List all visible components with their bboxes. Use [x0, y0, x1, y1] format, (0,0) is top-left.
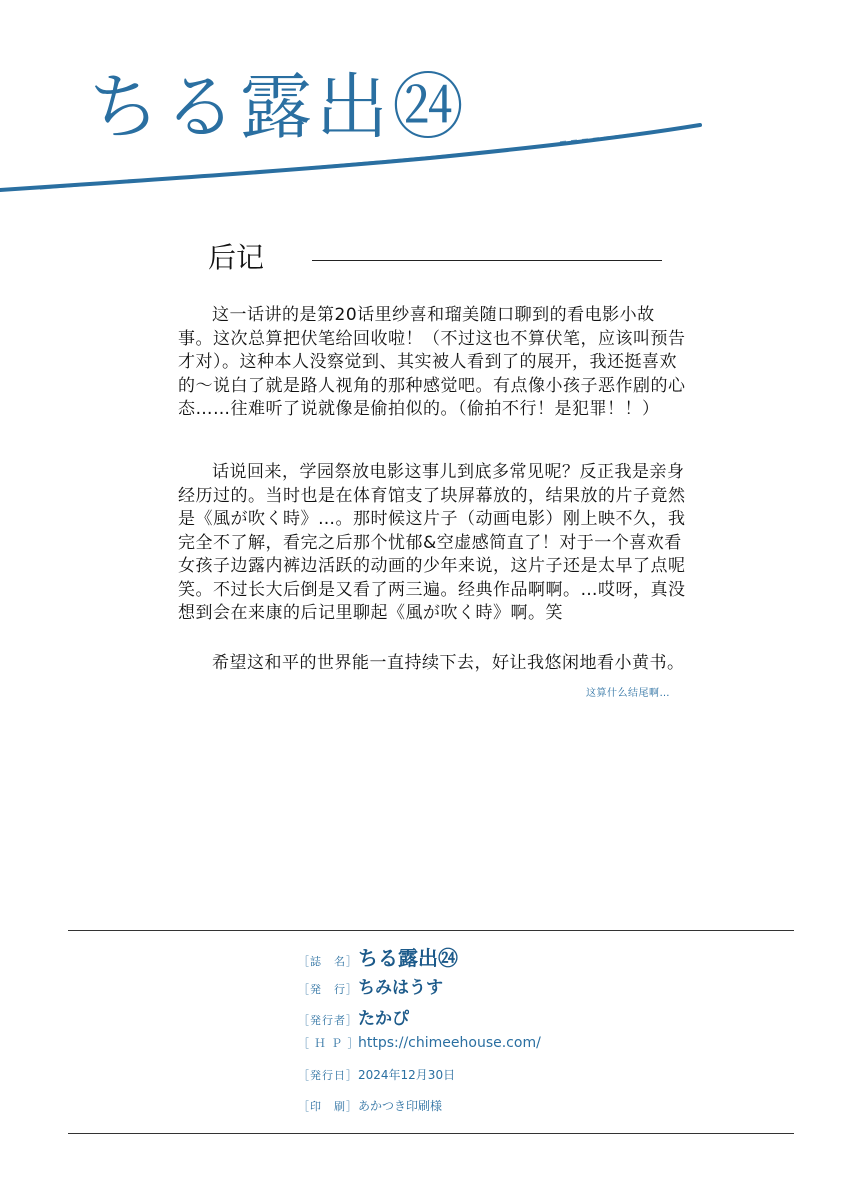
colophon-printer-value: あかつき印刷様	[358, 1099, 443, 1113]
colophon-bottom-rule	[68, 1133, 794, 1134]
colophon-label: ［誌 名］	[298, 955, 358, 968]
colophon	[298, 942, 718, 1128]
colophon-issuer-value: たかぴ	[358, 1009, 409, 1029]
colophon-label: ［ Ｈ Ｐ ］	[298, 1037, 360, 1050]
colophon-row-date	[298, 1066, 718, 1097]
book-title: ちる露出㉔	[88, 65, 469, 149]
colophon-top-rule	[68, 930, 794, 931]
afterword-heading: 后记	[208, 241, 265, 274]
colophon-row-publisher	[298, 973, 718, 1004]
heading-underline	[312, 260, 662, 261]
colophon-date-value: 2024年12月30日	[358, 1068, 456, 1082]
colophon-row-title	[298, 942, 718, 973]
colophon-label: ［発行日］	[298, 1069, 358, 1082]
paragraph-2: 话说回来，学园祭放电影这事儿到底多常见呢？反正我是亲身经历过的。当时也是在体育馆支了块屏幕放的，结果放的片子竟然是《風が吹く時》…。那时候这片子（动画电影）刚上映不久，我完全不了解，看完之后那个忧郁&空虚感简直了！对于一个喜欢看女孩子边露内裤边活跃的动画的少年来说，这片子还是太早了点呢 笑。不过长大后倒是又看了两三遍。经典作品啊啊。…哎呀，真没想到会在来康的后记里聊起《風が吹く時》啊。笑	[178, 462, 686, 623]
paragraph-3: 希望这和平的世界能一直持续下去，好让我悠闲地看小黄书。	[212, 653, 685, 673]
colophon-row-homepage	[298, 1035, 718, 1066]
homepage-link[interactable]: https://chimeehouse.com/	[358, 1035, 541, 1051]
paragraph-1: 这一话讲的是第20话里纱喜和瑠美随口聊到的看电影小故事。这次总算把伏笔给回收啦！（不过这也不算伏笔，应该叫预告才对）。这种本人没察觉到、其实被人看到了的展开，我还挺喜欢的～说白了就是路人视角的那种感觉吧。有点像小孩子恶作剧的心态……往难听了说就像是偷拍似的。（偷拍不行！是犯罪！！）	[178, 305, 686, 419]
colophon-label: ［発 行］	[298, 983, 358, 996]
colophon-title-value: ちる露出㉔	[358, 946, 458, 970]
closing-note: 这算什么结尾啊…	[586, 688, 670, 699]
colophon-publisher-value: ちみはうす	[358, 978, 443, 998]
brush-stroke	[0, 110, 856, 200]
colophon-label: ［印 刷］	[298, 1100, 358, 1113]
colophon-row-issuer	[298, 1004, 718, 1035]
colophon-label: ［発行者］	[298, 1014, 358, 1027]
colophon-row-printer	[298, 1097, 718, 1128]
